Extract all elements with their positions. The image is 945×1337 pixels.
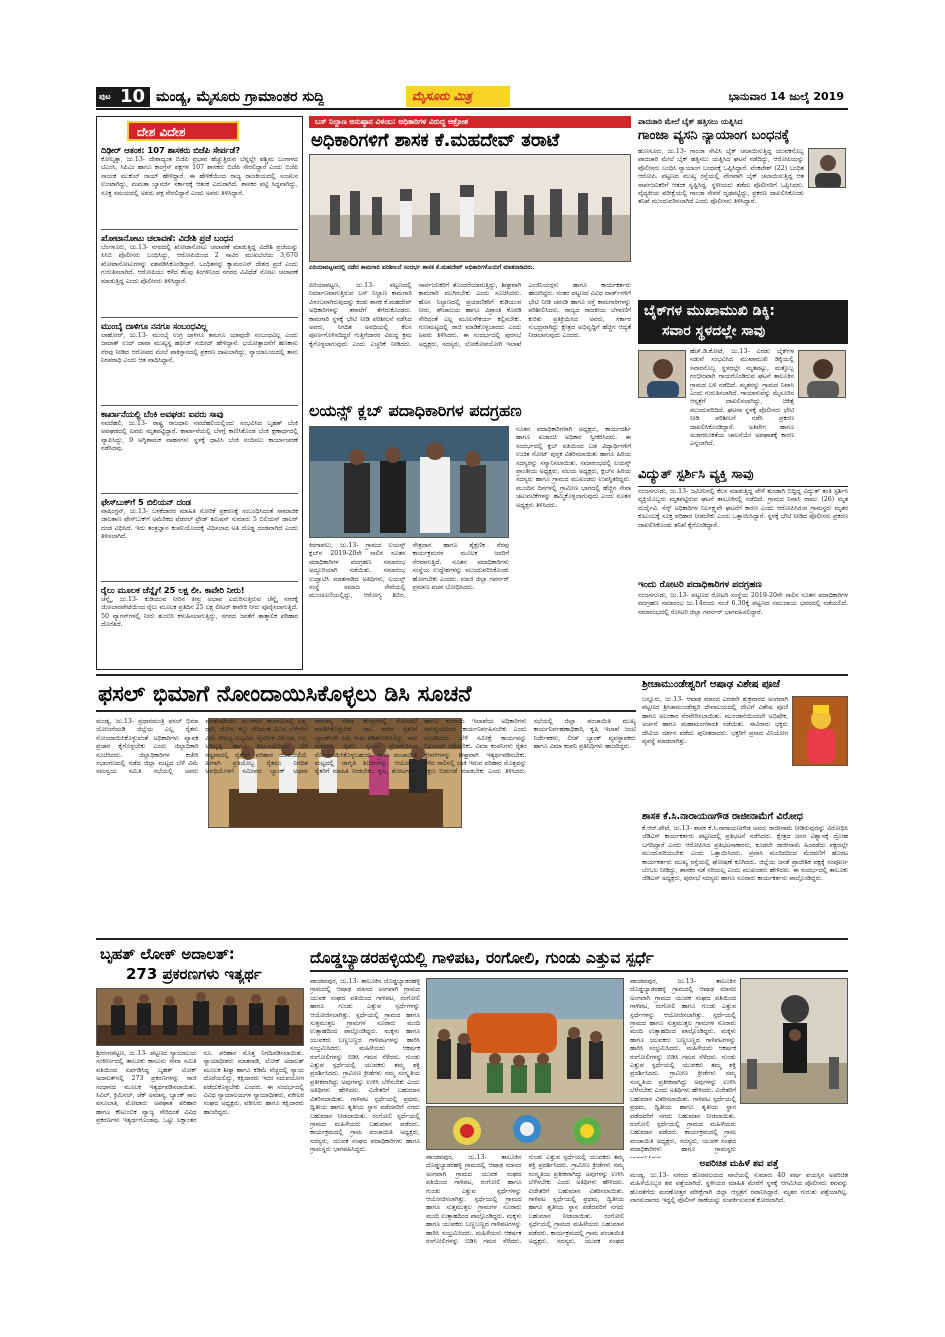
- electric-story: [638, 466, 848, 576]
- desha-videsha-item-headline: ಫೇಸ್‍ಬುಕ್‍ಗೆ 5 ಬಿಲಿಯನ್ ದಂಡ: [101, 497, 191, 507]
- mla-headline: ಅಧಿಕಾರಿಗಳಿಗೆ ಶಾಸಕ ಕೆ.ಮಹದೇವ್ ತರಾಟೆ: [311, 130, 560, 151]
- rotary-headline: ಇಂದು ರೋಟರಿ ಪದಾಧಿಕಾರಿಗಳ ಪದಗ್ರಹಣ: [638, 580, 762, 590]
- ganja-accused-photo: [808, 148, 846, 188]
- person-silhouette-icon: [809, 149, 846, 188]
- kite-story: [310, 944, 848, 1250]
- chamundeshwari-headline: ಶ್ರೀಚಾಮುಂಡೇಶ್ವರಿಗೆ ಆಷಾಢ ವಿಶೇಷ ಪೂಜೆ: [642, 679, 780, 690]
- unknown-body-headline: ಅಪರಿಚಿತ ಮಹಿಳೆ ಶವ ಪತ್ತೆ: [699, 1159, 779, 1169]
- goddess-idol-icon: [793, 697, 848, 766]
- desha-videsha-item-body: ಚೆನ್ನೈ, ಜು.13- ಕುಡಿಯುವ ನೀರಿನ ತೀವ್ರ ಅಭಾವ ಎದುರಿಸುತ್ತಿರುವ ಚೆನ್ನೈ ನಗರಕ್ಕೆ ಜೋಲಾರಪೇಟೆಯಿಂದ ರೈಲು ಮೂಲಕ ಪ್ರತಿದಿನ 25 ಲಕ್ಷ ಲೀಟರ್ ಕಾವೇರಿ ನೀರು ಪೂರೈಸಲಾಗುತ್ತಿದೆ. 50 ವ್ಯಾಗನ್‍ಗಳಲ್ಲಿ ನೀರು ತುಂಬಿಸಿ ಕಳುಹಿಸಲಾಗುತ್ತಿದ್ದು, ನಗರದ ಜನತೆಗೆ ತಾತ್ಕಾಲಿಕ ಪರಿಹಾರ ದೊರೆತಿದೆ.: [101, 596, 298, 629]
- kite-body-right: ಪಾಂಡವಪುರ, ಜು.13- ತಾಲೂಕಿನ ದೊಡ್ಡಬ್ಯಾಡರಹಳ್ಳಿ ಗ್ರಾಮದಲ್ಲಿ ಆಷಾಢ ಮಾಸದ ಅಂಗವಾಗಿ ಗ್ರಾಮದ ಯುವಕ ಸಂಘದ ವತಿಯಿಂದ ಗಾಳಿಪಟ, ರಂಗೋಲಿ ಹಾಗೂ ಗುಂಡು ಎತ್ತುವ ಸ್ಪರ್ಧೆಗಳನ್ನು ಆಯೋಜಿಸಲಾಗಿತ್ತು. ಸ್ಪರ್ಧೆಯಲ್ಲಿ ಗ್ರಾಮದ ಹಾಗೂ ಸುತ್ತಮುತ್ತಲ ಗ್ರಾಮಗಳ ನೂರಾರು ಮಂದಿ ಉತ್ಸಾಹದಿಂದ ಪಾಲ್ಗೊಂಡಿದ್ದರು. ಮಕ್ಕಳು ಹಾಗೂ ಯುವಕರು ಬಣ್ಣಬಣ್ಣದ ಗಾಳಿಪಟಗಳನ್ನು ಹಾರಿಸಿ ಸಂಭ್ರಮಿಸಿದರು. ಮಹಿಳೆಯರು ಆಕರ್ಷಕ ರಂಗೋಲಿಗಳನ್ನು ಬಿಡಿಸಿ ಗಮನ ಸೆಳೆದರು. ಗುಂಡು ಎತ್ತುವ ಸ್ಪರ್ಧೆಯಲ್ಲಿ ಯುವಕರು ತಮ್ಮ ಶಕ್ತಿ ಪ್ರದರ್ಶಿಸಿದರು. ಗ್ರಾಮೀಣ ಕ್ರೀಡೆಗಳು ನಮ್ಮ ಸಂಸ್ಕೃತಿಯ ಪ್ರತೀಕವಾಗಿದ್ದು ಅವುಗಳನ್ನು ಉಳಿಸಿ ಬೆಳೆಸಬೇಕು ಎಂದು ಅತಿಥಿಗಳು ಹೇಳಿದರು. ವಿಜೇತರಿಗೆ ಬಹುಮಾನ ವಿತರಿಸಲಾಯಿತು. ಗಾಳಿಪಟ ಸ್ಪರ್ಧೆಯಲ್ಲಿ ಪ್ರಥಮ, ದ್ವಿತೀಯ ಹಾಗೂ ತೃತೀಯ ಸ್ಥಾನ ಪಡೆದವರಿಗೆ ನಗದು ಬಹುಮಾನ ನೀಡಲಾಯಿತು. ರಂಗೋಲಿ ಸ್ಪರ್ಧೆಯಲ್ಲಿ ಗ್ರಾಮದ ಮಹಿಳೆಯರು ಬಹುಮಾನ ಪಡೆದರು. ಕಾರ್ಯಕ್ರಮದಲ್ಲಿ ಗ್ರಾಮ ಪಂಚಾಯಿತಿ ಅಧ್ಯಕ್ಷರು, ಸದಸ್ಯರು, ಯುವಕ ಸಂಘದ ಪದಾಧಿಕಾರಿಗಳು ಹಾಗೂ ಗ್ರಾಮಸ್ಥರು: [630, 978, 736, 1154]
- desha-videsha-item: [101, 409, 298, 494]
- bike-body: ಹೆಚ್.ಡಿ.ಕೋಟೆ, ಜು.13- ಎರಡು ಬೈಕ್‍ಗಳ ನಡುವೆ ಸಂಭವಿಸಿದ ಮುಖಾಮುಖಿ ಡಿಕ್ಕಿಯಲ್ಲಿ ಸವಾರನೊಬ್ಬ ಸ್ಥಳದಲ್ಲೇ ಮೃತಪಟ್ಟು, ಮತ್ತೊಬ್ಬ ಗಂಭೀರವಾಗಿ ಗಾಯಗೊಂಡಿರುವ ಘಟನೆ ತಾಲೂಕಿನ ಗ್ರಾಮದ ಬಳಿ ನಡೆದಿದೆ. ಮೃತನನ್ನು ಗ್ರಾಮದ ನಿವಾಸಿ ಎಂದು ಗುರುತಿಸಲಾಗಿದೆ. ಗಾಯಾಳುವನ್ನು ಮೈಸೂರಿನ ಆಸ್ಪತ್ರೆಗೆ ದಾಖಲಿಸಲಾಗಿದ್ದು, ಚಿಕಿತ್ಸೆ ಮುಂದುವರಿದಿದೆ. ಘಟನಾ ಸ್ಥಳಕ್ಕೆ ಪೊಲೀಸರು ಭೇಟಿ ನೀಡಿ ಪರಿಶೀಲನೆ ನಡೆಸಿ ಪ್ರಕರಣ ದಾಖಲಿಸಿಕೊಂಡಿದ್ದಾರೆ. ಅತಿವೇಗ ಹಾಗೂ ಅಜಾಗರೂಕತೆಯ ಚಾಲನೆಯೇ ಅಪಘಾತಕ್ಕೆ ಕಾರಣ ಎನ್ನಲಾಗಿದೆ.: [690, 348, 794, 448]
- desha-videsha-item-headline: ರೈಲು ಮೂಲಕ ಚೆನ್ನೈಗೆ 25 ಲಕ್ಷ ಲೀ. ಕಾವೇರಿ ನೀರು!: [101, 585, 245, 595]
- lok-adalat-story: [96, 944, 304, 1250]
- desha-videsha-item-headline: ಮುಂಬೈ ದಾಳಿಗೂ ನನಗೂ ಸಂಬಂಧವಿಲ್ಲ: [101, 321, 208, 331]
- bike-story: [638, 300, 848, 460]
- ganja-kicker: ಪಾದಚಾರಿ ಮೇಲೆ ಬೈಕ್ ಹತ್ತಿಸಲು ಯತ್ನಿಸಿದ: [638, 117, 743, 126]
- lok-adalat-headline-1: ಬೃಹತ್ ಲೋಕ್ ಅದಾಲತ್:: [100, 945, 235, 963]
- desha-videsha-box: [96, 116, 303, 670]
- desha-videsha-item-body: ನವದೆಹಲಿ, ಜು.13- ರಾಷ್ಟ್ರ ರಾಜಧಾನಿ ನವದೆಹಲಿಯಲ್ಲಿಂದು ಸಂಭವಿಸಿದ ಬೃಹತ್ ಬೆಂಕಿ ಅವಘಡದಲ್ಲಿ ಐವರು ಮೃತಪಟ್ಟಿದ್ದಾರೆ. ಕಾರ್ಖಾನೆಯಲ್ಲಿ ಬೆಳಗ್ಗೆ ಕಾಣಿಸಿಕೊಂಡ ಬೆಂಕಿ ಕ್ಷಣಾರ್ಧದಲ್ಲಿ ವ್ಯಾಪಿಸಿದ್ದು, 9 ಅಗ್ನಿಶಾಮಕ ವಾಹನಗಳು ಸ್ಥಳಕ್ಕೆ ಧಾವಿಸಿ ಬೆಂಕಿ ನಂದಿಸಲು ಕಾರ್ಯಾಚರಣೆ ನಡೆಸಿದವು.: [101, 420, 298, 453]
- rotary-body: ನಂಜನಗೂಡು, ಜು.13- ಪಟ್ಟಣದ ರೋಟರಿ ಸಂಸ್ಥೆಯ 2019-20ನೇ ಸಾಲಿನ ನೂತನ ಪದಾಧಿಕಾರಿಗಳ ಪದಗ್ರಹಣ ಸಮಾರಂಭ ಜು.14ರಂದು ಸಂಜೆ 6.30ಕ್ಕೆ ಪಟ್ಟಣದ ಸಮುದಾಯ ಭವನದಲ್ಲಿ ನಡೆಯಲಿದೆ. ಸಮಾರಂಭದಲ್ಲಿ ರೋಟರಿ ಜಿಲ್ಲಾ ಗವರ್ನರ್ ಭಾಗವಹಿಸಲಿದ್ದಾರೆ.: [638, 592, 848, 616]
- kite-stone-lift-photo: [740, 978, 848, 1104]
- page-number: 10: [120, 87, 146, 107]
- desha-videsha-item-headline: ಕಾರ್ಖಾನೆಯಲ್ಲಿ ಬೆಂಕಿ ಅವಘಡ: ಐವರು ಸಾವು: [101, 409, 224, 419]
- mla-photo: [309, 154, 631, 262]
- lok-adalat-photo: [96, 988, 304, 1046]
- kite-group-photo: [426, 978, 624, 1104]
- desha-videsha-item: [101, 233, 298, 318]
- electric-body: ನಂಜನಗೂಡು, ಜು.13- ಜಮೀನಿನಲ್ಲಿ ಕೆಲಸ ಮಾಡುತ್ತಿದ್ದ ವೇಳೆ ತುಂಡಾಗಿ ಬಿದ್ದಿದ್ದ ವಿದ್ಯುತ್ ತಂತಿ ಸ್ಪರ್ಶಿಸಿ ವ್ಯಕ್ತಿಯೊಬ್ಬರು ಮೃತಪಟ್ಟಿರುವ ಘಟನೆ ತಾಲೂಕಿನಲ್ಲಿ ನಡೆದಿದೆ. ಗ್ರಾಮದ ನಿವಾಸಿ ರಾಮು (26) ಮೃತ ದುರ್ದೈವಿ. ಸೆಸ್ಕ್ ಅಧಿಕಾರಿಗಳ ನಿರ್ಲಕ್ಷ್ಯವೇ ಘಟನೆಗೆ ಕಾರಣ ಎಂದು ಆರೋಪಿಸಿರುವ ಗ್ರಾಮಸ್ಥರು ಮೃತರ ಕುಟುಂಬಕ್ಕೆ ಸೂಕ್ತ ಪರಿಹಾರ ನೀಡಬೇಕು ಎಂದು ಒತ್ತಾಯಿಸಿದ್ದಾರೆ. ಸ್ಥಳಕ್ಕೆ ಭೇಟಿ ನೀಡಿದ ಪೊಲೀಸರು ಪ್ರಕರಣ ದಾಖಲಿಸಿಕೊಂಡು ತನಿಖೆ ಕೈಗೊಂಡಿದ್ದಾರೆ.: [638, 488, 848, 529]
- goddess-photo: [792, 696, 848, 766]
- masthead: [96, 84, 848, 110]
- desha-videsha-item-body: ಬೆಂಗಳೂರು, ಜು.13- ನಗರದಲ್ಲಿ ಖೋಟಾನೋಟು ಚಲಾವಣೆ ಮಾಡುತ್ತಿದ್ದ ವಿದೇಶಿ ಪ್ರಜೆಯನ್ನು ಸಿಸಿಬಿ ಪೊಲೀಸರು ಬಂಧಿಸಿದ್ದು, ಆರೋಪಿಯಿಂದ 2 ಸಾವಿರ ಮುಖಬೆಲೆಯ 3,670 ಖೋಟಾನೋಟುಗಳನ್ನು ವಶಪಡಿಸಿಕೊಂಡಿದ್ದಾರೆ. ಬಂಧಿತನನ್ನು ಕ್ಯಾಮರೂನ್ ದೇಶದ ಪ್ರಜೆ ಎಂದು ಗುರುತಿಸಲಾಗಿದೆ. ಆರೋಪಿಯು ಕಳೆದ ಕೆಲವು ತಿಂಗಳಿನಿಂದ ನಗರದ ವಿವಿಧೆಡೆ ನೋಟು ಚಲಾವಣೆ ಮಾಡುತ್ತಿದ್ದ ಎಂದು ಪೊಲೀಸರು ತಿಳಿಸಿದ್ದಾರೆ.: [101, 244, 298, 285]
- narayanagowda-body: ಕೆ.ಆರ್.ಪೇಟೆ, ಜು.13- ಶಾಸಕ ಕೆ.ಸಿ.ನಾರಾಯಣಗೌಡ ಅವರು ರಾಜೀನಾಮೆ ನೀಡಿರುವುದನ್ನು ವಿರೋಧಿಸಿ ಜೆಡಿಎಸ್ ಕಾರ್ಯಕರ್ತರು ಪಟ್ಟಣದಲ್ಲಿ ಪ್ರತಿಭಟನೆ ನಡೆಸಿದರು. ಕ್ಷೇತ್ರದ ಜನರ ವಿಶ್ವಾಸಕ್ಕೆ ದ್ರೋಹ ಬಗೆದಿದ್ದಾರೆ ಎಂದು ಆರೋಪಿಸಿದ ಪ್ರತಿಭಟನಾಕಾರರು, ಕೂಡಲೇ ರಾಜೀನಾಮೆ ಹಿಂಪಡೆದು ಪಕ್ಷದಲ್ಲೇ ಮುಂದುವರಿಯಬೇಕು ಎಂದು ಒತ್ತಾಯಿಸಿದರು. ಪ್ರವಾಸಿ ಮಂದಿರದಿಂದ ಮೆರವಣಿಗೆ ಹೊರಟ ಕಾರ್ಯಕರ್ತರು ಮುಖ್ಯ ರಸ್ತೆಯಲ್ಲಿ ಘೋಷಣೆ ಕೂಗಿದರು. ಜಿಲ್ಲೆಯ ಜನತೆ ಪ್ರಾದೇಶಿಕ ಪಕ್ಷಕ್ಕೆ ಸಂಪೂರ್ಣ ಬೆಂಬಲ ನೀಡಿದ್ದು, ಶಾಸಕರ ನಡೆ ಸರಿಯಲ್ಲ ಎಂದು ಮುಖಂಡರು ಹೇಳಿದರು. ಈ ಸಂದರ್ಭದಲ್ಲಿ ತಾಲೂಕು ಜೆಡಿಎಸ್ ಅಧ್ಯಕ್ಷರು, ಪುರಸಭೆ ಸದಸ್ಯರು ಹಾಗೂ ನೂರಾರು ಕಾರ್ಯಕರ್ತರು ಪಾಲ್ಗೊಂಡಿದ್ದರು.: [642, 825, 848, 883]
- kite-body-mid: ಪಾಂಡವಪುರ, ಜು.13- ತಾಲೂಕಿನ ದೊಡ್ಡಬ್ಯಾಡರಹಳ್ಳಿ ಗ್ರಾಮದಲ್ಲಿ ಆಷಾಢ ಮಾಸದ ಅಂಗವಾಗಿ ಗ್ರಾಮದ ಯುವಕ ಸಂಘದ ವತಿಯಿಂದ ಗಾಳಿಪಟ, ರಂಗೋಲಿ ಹಾಗೂ ಗುಂಡು ಎತ್ತುವ ಸ್ಪರ್ಧೆಗಳನ್ನು ಆಯೋಜಿಸಲಾಗಿತ್ತು. ಸ್ಪರ್ಧೆಯಲ್ಲಿ ಗ್ರಾಮದ ಹಾಗೂ ಸುತ್ತಮುತ್ತಲ ಗ್ರಾಮಗಳ ನೂರಾರು ಮಂದಿ ಉತ್ಸಾಹದಿಂದ ಪಾಲ್ಗೊಂಡಿದ್ದರು. ಮಕ್ಕಳು ಹಾಗೂ ಯುವಕರು ಬಣ್ಣಬಣ್ಣದ ಗಾಳಿಪಟಗಳನ್ನು ಹಾರಿಸಿ ಸಂಭ್ರಮಿಸಿದರು. ಮಹಿಳೆಯರು ಆಕರ್ಷಕ ರಂಗೋಲಿಗಳನ್ನು ಬಿಡಿಸಿ ಗಮನ ಸೆಳೆದರು. ಗುಂಡು ಎತ್ತುವ ಸ್ಪರ್ಧೆಯಲ್ಲಿ ಯುವಕರು ತಮ್ಮ ಶಕ್ತಿ ಪ್ರದರ್ಶಿಸಿದರು. ಗ್ರಾಮೀಣ ಕ್ರೀಡೆಗಳು ನಮ್ಮ ಸಂಸ್ಕೃತಿಯ ಪ್ರತೀಕವಾಗಿದ್ದು ಅವುಗಳನ್ನು ಉಳಿಸಿ ಬೆಳೆಸಬೇಕು ಎಂದು ಅತಿಥಿಗಳು ಹೇಳಿದರು. ವಿಜೇತರಿಗೆ ಬಹುಮಾನ ವಿತರಿಸಲಾಯಿತು. ಗಾಳಿಪಟ ಸ್ಪರ್ಧೆಯಲ್ಲಿ ಪ್ರಥಮ, ದ್ವಿತೀಯ ಹಾಗೂ ತೃತೀಯ ಸ್ಥಾನ ಪಡೆದವರಿಗೆ ನಗದು ಬಹುಮಾನ ನೀಡಲಾಯಿತು. ರಂಗೋಲಿ ಸ್ಪರ್ಧೆಯಲ್ಲಿ ಗ್ರಾಮದ ಮಹಿಳೆಯರು ಬಹುಮಾನ ಪಡೆದರು. ಕಾರ್ಯಕ್ರಮದಲ್ಲಿ ಗ್ರಾಮ ಪಂಚಾಯಿತಿ ಅಧ್ಯಕ್ಷರು, ಸದಸ್ಯರು, ಯುವಕ ಸಂಘದ: [426, 1154, 624, 1246]
- ganja-story: [638, 116, 848, 294]
- ganja-headline: ಗಾಂಜಾ ವ್ಯಸನಿ ನ್ಯಾಯಾಂಗ ಬಂಧನಕ್ಕೆ: [638, 128, 790, 143]
- lions-photo-art: [310, 427, 509, 538]
- lions-body-right: ನೂತನ ಪದಾಧಿಕಾರಿಗಳಾಗಿ ಅಧ್ಯಕ್ಷರು, ಕಾರ್ಯದರ್ಶಿ ಹಾಗೂ ಖಜಾಂಚಿ ಅಧಿಕಾರ ಸ್ವೀಕರಿಸಿದರು. ಈ ಸಂದರ್ಭದಲ್ಲಿ ಕ್ಲಬ್ ವತಿಯಿಂದ ಬಡ ವಿದ್ಯಾರ್ಥಿಗಳಿಗೆ ಉಚಿತ ನೋಟ್ ಪುಸ್ತಕ ವಿತರಿಸಲಾಯಿತು ಹಾಗೂ ಹಿರಿಯ ಸದಸ್ಯರನ್ನು ಸನ್ಮಾನಿಸಲಾಯಿತು. ಸಮಾರಂಭದಲ್ಲಿ ಲಯನ್ಸ್ ಪ್ರಾಂತೀಯ ಅಧ್ಯಕ್ಷರು, ವಲಯ ಅಧ್ಯಕ್ಷರು, ಕ್ಲಬ್‍ನ ಹಿರಿಯ ಸದಸ್ಯರು ಹಾಗೂ ಗ್ರಾಮದ ಮುಖಂಡರು ಉಪಸ್ಥಿತರಿದ್ದರು. ಮುಂದಿನ ದಿನಗಳಲ್ಲಿ ಗ್ರಾಮೀಣ ಭಾಗದಲ್ಲಿ ಹೆಚ್ಚಿನ ಸೇವಾ ಚಟುವಟಿಕೆಗಳನ್ನು ಹಮ್ಮಿಕೊಳ್ಳಲಾಗುವುದು ಎಂದು ನೂತನ ಅಧ್ಯಕ್ಷರು ತಿಳಿಸಿದರು.: [516, 426, 631, 509]
- desha-videsha-item: [101, 497, 298, 582]
- fasal-body: ಮಂಡ್ಯ, ಜು.13- ಪ್ರಧಾನಮಂತ್ರಿ ಫಸಲ್ ಭಿಮಾ ಯೋಜನೆಯಡಿ ಜಿಲ್ಲೆಯ ಎಲ್ಲ ರೈತರು ನೋಂದಾಯಿಸಿಕೊಳ್ಳುವಂತೆ ಅಧಿಕಾರಿಗಳು ವ್ಯಾಪಕ ಪ್ರಚಾರ ಕೈಗೊಳ್ಳಬೇಕು ಎಂದು ಜಿಲ್ಲಾಧಿಕಾರಿ ಸೂಚಿಸಿದರು. ಜಿಲ್ಲಾಧಿಕಾರಿಗಳ ಕಚೇರಿ ಸಭಾಂಗಣದಲ್ಲಿ ನಡೆದ ಜಿಲ್ಲಾ ಮಟ್ಟದ ಬೆಳೆ ವಿಮೆ ಸಮನ್ವಯ ಸಮಿತಿ ಸಭೆಯಲ್ಲಿ ಅವರು ಮಾತನಾಡಿದರು. ಮುಂಗಾರು ಹಂಗಾಮಿನಲ್ಲಿ ಭತ್ತ, ರಾಗಿ, ಜೋಳ, ಕಬ್ಬು ಸೇರಿದಂತೆ ವಿವಿಧ ಬೆಳೆಗಳಿಗೆ ವಿಮೆ ಸೌಲಭ್ಯ ಲಭ್ಯವಿದೆ. ನೈಸರ್ಗಿಕ ವಿಕೋಪ, ಬರ, ಅತಿವೃಷ್ಟಿ ಹಾಗೂ ಕೀಟಬಾಧೆಯಿಂದ ಬೆಳೆ ನಷ್ಟವಾದಲ್ಲಿ ರೈತರಿಗೆ ಪರಿಹಾರ ದೊರೆಯಲಿದೆ. ಹೀಗಾಗಿ ಪ್ರತಿಯೊಬ್ಬ ರೈತರೂ ನಿಗದಿತ ಅವಧಿಯೊಳಗೆ ಸಮೀಪದ ಬ್ಯಾಂಕ್ ಅಥವಾ ಸಾಮಾನ್ಯ ಸೇವಾ ಕೇಂದ್ರಗಳಲ್ಲಿ ನೋಂದಣಿ ಮಾಡಿಸಿಕೊಳ್ಳಬೇಕು. ಸಾಲ ಪಡೆದ ರೈತರಿಗೆ ಬ್ಯಾಂಕ್‍ಗಳೇ ವಿಮೆ ಕಂತು ಕಡಿತಗೊಳಿಸಲಿದ್ದು, ಸಾಲ ಪಡೆಯದ ರೈತರು ಸ್ವಯಂ ಪ್ರೇರಣೆಯಿಂದ ನೋಂದಾಯಿಸಿಕೊಳ್ಳಬಹುದು. ಗ್ರಾಮ ಪಂಚಾಯಿತಿ ಮಟ್ಟದಲ್ಲಿ ಜಾಗೃತಿ ಶಿಬಿರಗಳನ್ನು ಆಯೋಜಿಸಿ ರೈತರಿಗೆ ಮಾಹಿತಿ ನೀಡಬೇಕು. ಕೃಷಿ, ತೋಟಗಾರಿಕೆ ಹಾಗೂ ಕಂದಾಯ ಇಲಾಖೆಯ ಅಧಿಕಾರಿಗಳು ಸಮನ್ವಯದಿಂದ ಕಾರ್ಯನಿರ್ವಹಿಸಬೇಕು ಎಂದು ಸೂಚಿಸಿದರು. ಬೆಳೆ ಸಮೀಕ್ಷೆ ಕಾರ್ಯವನ್ನು ನಿಖರವಾಗಿ ನಡೆಸಬೇಕು. ವಿಮಾ ಕಂಪನಿಗಳು ರೈತರ ಕ್ಲೇಮ್‍ಗಳನ್ನು ಶೀಘ್ರವಾಗಿ ಇತ್ಯರ್ಥಪಡಿಸಬೇಕು. ಕಳೆದ ಸಾಲಿನಲ್ಲಿ ಬಾಕಿ ಇರುವ ಪರಿಹಾರ ಮೊತ್ತವನ್ನು ತಕ್ಷಣ ಬಿಡುಗಡೆ ಮಾಡಬೇಕು ಎಂದು ತಿಳಿಸಿದರು. ಸಭೆಯಲ್ಲಿ ಜಿಲ್ಲಾ ಪಂಚಾಯಿತಿ ಮುಖ್ಯ ಕಾರ್ಯನಿರ್ವಹಣಾಧಿಕಾರಿ, ಕೃಷಿ ಇಲಾಖೆ ಜಂಟಿ ನಿರ್ದೇಶಕರು, ಲೀಡ್ ಬ್ಯಾಂಕ್ ವ್ಯವಸ್ಥಾಪಕರು ಹಾಗೂ ವಿಮಾ ಕಂಪನಿ ಪ್ರತಿನಿಧಿಗಳು ಹಾಜರಿದ್ದರು.: [96, 718, 636, 776]
- electric-headline: ವಿದ್ಯುತ್ ಸ್ಪರ್ಶಿಸಿ ವ್ಯಕ್ತಿ ಸಾವು: [638, 466, 848, 487]
- chamundeshwari-body: ಬನ್ನೂರು, ಜು.13- ಆಷಾಢ ಮಾಸದ ಎರಡನೇ ಶುಕ್ರವಾರದ ಅಂಗವಾಗಿ ಪಟ್ಟಣದ ಶ್ರೀಚಾಮುಂಡೇಶ್ವರಿ ದೇವಾಲಯದಲ್ಲಿ ದೇವಿಗೆ ವಿಶೇಷ ಪೂಜೆ ಹಾಗೂ ಅಲಂಕಾರ ನೆರವೇರಿಸಲಾಯಿತು. ಮುಂಜಾನೆಯಿಂದಲೇ ಅಭಿಷೇಕ, ಅರ್ಚನೆ ಹಾಗೂ ಮಹಾಮಂಗಳಾರತಿ ನಡೆಯಿತು. ಸಾವಿರಾರು ಭಕ್ತರು ದೇವಿಯ ದರ್ಶನ ಪಡೆದು ಪುನೀತರಾದರು. ಭಕ್ತರಿಗೆ ಪ್ರಸಾದ ವಿನಿಯೋಗ ವ್ಯವಸ್ಥೆ ಮಾಡಲಾಗಿತ್ತು.: [642, 696, 788, 746]
- rangoli-photo-art: [427, 1107, 624, 1150]
- mla-story: [309, 116, 631, 392]
- rotary-story: [638, 580, 848, 670]
- bike-victim-photo-1: [638, 350, 686, 398]
- fasal-headline: ಫಸಲ್ ಭಿಮಾಗೆ ನೋಂದಾಯಿಸಿಕೊಳ್ಳಲು ಡಿಸಿ ಸೂಚನೆ: [98, 682, 472, 707]
- mla-kicker: ಬಸ್ ನಿಲ್ದಾಣ ಅನುಷ್ಠಾನ ವಿಳಂಬ: ಅಧಿಕಾರಿಗಳ ವಿರುದ್ಧ ಆಕ್ರೋಶ: [315, 117, 469, 126]
- kite-photo-art: [427, 979, 624, 1104]
- mla-kicker-bar: [309, 116, 631, 128]
- desha-videsha-list: [101, 145, 298, 667]
- desha-videsha-item: [101, 321, 298, 406]
- mla-photo-art: [310, 155, 631, 262]
- desha-videsha-label: ದೇಶ ವಿದೇಶ: [137, 125, 186, 139]
- issue-date: ಭಾನುವಾರ 14 ಜುಲೈ 2019: [728, 90, 844, 103]
- lok-adalat-body: ಶ್ರೀರಂಗಪಟ್ಟಣ, ಜು.13- ಪಟ್ಟಣದ ನ್ಯಾಯಾಲಯ ಸಂಕೀರ್ಣದಲ್ಲಿ ತಾಲೂಕು ಕಾನೂನು ಸೇವಾ ಸಮಿತಿ ವತಿಯಿಂದ ಏರ್ಪಡಿಸಿದ್ದ ಬೃಹತ್ ಲೋಕ್ ಅದಾಲತ್‍ನಲ್ಲಿ 273 ಪ್ರಕರಣಗಳನ್ನು ರಾಜಿ ಸಂಧಾನದ ಮೂಲಕ ಇತ್ಯರ್ಥಪಡಿಸಲಾಯಿತು. ಸಿವಿಲ್, ಕ್ರಿಮಿನಲ್, ಚೆಕ್ ಅಮಾನ್ಯ, ಬ್ಯಾಂಕ್ ಸಾಲ ವಸೂಲಾತಿ, ಮೋಟಾರು ಅಪಘಾತ ಪರಿಹಾರ ಹಾಗೂ ಕೌಟುಂಬಿಕ ವ್ಯಾಜ್ಯ ಸೇರಿದಂತೆ ವಿವಿಧ ಪ್ರಕರಣಗಳು ಇತ್ಯರ್ಥಗೊಂಡವು. ಒಟ್ಟು ಲಕ್ಷಾಂತರ ರೂ. ಪರಿಹಾರ ಮೊತ್ತ ನಿಗದಿಪಡಿಸಲಾಯಿತು. ನ್ಯಾಯಾಧೀಶರು ಮಾತನಾಡಿ, ಲೋಕ್ ಅದಾಲತ್ ಮೂಲಕ ಶೀಘ್ರ ಹಾಗೂ ಕಡಿಮೆ ವೆಚ್ಚದಲ್ಲಿ ನ್ಯಾಯ ದೊರೆಯಲಿದ್ದು, ಕಕ್ಷಿದಾರರು ಇದರ ಸದುಪಯೋಗ ಪಡೆದುಕೊಳ್ಳಬೇಕು ಎಂದರು. ಈ ಸಂದರ್ಭದಲ್ಲಿ ವಿವಿಧ ನ್ಯಾಯಾಲಯಗಳ ನ್ಯಾಯಾಧೀಶರು, ವಕೀಲರ ಸಂಘದ ಅಧ್ಯಕ್ಷರು, ವಕೀಲರು ಹಾಗೂ ಕಕ್ಷಿದಾರರು ಹಾಜರಿದ್ದರು.: [96, 1050, 304, 1125]
- chamundeshwari-story: [642, 678, 848, 806]
- fasal-headline-bar: [96, 678, 636, 712]
- narayanagowda-story: [642, 810, 848, 934]
- newspaper-page: [96, 84, 848, 1250]
- lions-body-left: ಕಿರಗಾವಲು, ಜು.13- ಗ್ರಾಮದ ಲಯನ್ಸ್ ಕ್ಲಬ್‍ನ 2019-20ನೇ ಸಾಲಿನ ನೂತನ ಪದಾಧಿಕಾರಿಗಳ ಪದಗ್ರಹಣ ಸಮಾರಂಭ ಅದ್ಧೂರಿಯಾಗಿ ನಡೆಯಿತು. ಸಮಾರಂಭ ಉದ್ಘಾಟಿಸಿ ಮಾತನಾಡಿದ ಅತಿಥಿಗಳು, ಲಯನ್ಸ್ ಸಂಸ್ಥೆ ಸಮಾಜ ಸೇವೆಯಲ್ಲಿ ಮುಂಚೂಣಿಯಲ್ಲಿದ್ದು, ಆರೋಗ್ಯ ಶಿಬಿರ, ನೇತ್ರದಾನ ಹಾಗೂ ಶೈಕ್ಷಣಿಕ ನೆರವು ಕಾರ್ಯಕ್ರಮಗಳ ಮೂಲಕ ಜನರಿಗೆ ನೆರವಾಗುತ್ತಿದೆ. ನೂತನ ಪದಾಧಿಕಾರಿಗಳು ಸಂಸ್ಥೆಯ ಉದ್ದೇಶಗಳನ್ನು ಮುಂದುವರಿಸಿಕೊಂಡು ಹೋಗಬೇಕು ಎಂದರು. ಮಾಜಿ ಜಿಲ್ಲಾ ಗವರ್ನರ್ ಪ್ರಮಾಣ ವಚನ ಬೋಧಿಸಿದರು.: [309, 542, 509, 600]
- kite-rangoli-photo: [426, 1106, 624, 1150]
- kite-headline: ದೊಡ್ಡಬ್ಯಾಡರಹಳ್ಳಿಯಲ್ಲಿ ಗಾಳಿಪಟ, ರಂಗೋಲಿ, ಗುಂಡು ಎತ್ತುವ ಸ್ಪರ್ಧೆ: [310, 949, 654, 967]
- lions-photo: [309, 426, 509, 538]
- lok-adalat-headline-2: 273 ಪ್ರಕರಣಗಳು ಇತ್ಯರ್ಥ: [126, 965, 262, 983]
- stone-lift-photo-art: [741, 979, 848, 1104]
- kite-body-left: ಪಾಂಡವಪುರ, ಜು.13- ತಾಲೂಕಿನ ದೊಡ್ಡಬ್ಯಾಡರಹಳ್ಳಿ ಗ್ರಾಮದಲ್ಲಿ ಆಷಾಢ ಮಾಸದ ಅಂಗವಾಗಿ ಗ್ರಾಮದ ಯುವಕ ಸಂಘದ ವತಿಯಿಂದ ಗಾಳಿಪಟ, ರಂಗೋಲಿ ಹಾಗೂ ಗುಂಡು ಎತ್ತುವ ಸ್ಪರ್ಧೆಗಳನ್ನು ಆಯೋಜಿಸಲಾಗಿತ್ತು. ಸ್ಪರ್ಧೆಯಲ್ಲಿ ಗ್ರಾಮದ ಹಾಗೂ ಸುತ್ತಮುತ್ತಲ ಗ್ರಾಮಗಳ ನೂರಾರು ಮಂದಿ ಉತ್ಸಾಹದಿಂದ ಪಾಲ್ಗೊಂಡಿದ್ದರು. ಮಕ್ಕಳು ಹಾಗೂ ಯುವಕರು ಬಣ್ಣಬಣ್ಣದ ಗಾಳಿಪಟಗಳನ್ನು ಹಾರಿಸಿ ಸಂಭ್ರಮಿಸಿದರು. ಮಹಿಳೆಯರು ಆಕರ್ಷಕ ರಂಗೋಲಿಗಳನ್ನು ಬಿಡಿಸಿ ಗಮನ ಸೆಳೆದರು. ಗುಂಡು ಎತ್ತುವ ಸ್ಪರ್ಧೆಯಲ್ಲಿ ಯುವಕರು ತಮ್ಮ ಶಕ್ತಿ ಪ್ರದರ್ಶಿಸಿದರು. ಗ್ರಾಮೀಣ ಕ್ರೀಡೆಗಳು ನಮ್ಮ ಸಂಸ್ಕೃತಿಯ ಪ್ರತೀಕವಾಗಿದ್ದು ಅವುಗಳನ್ನು ಉಳಿಸಿ ಬೆಳೆಸಬೇಕು ಎಂದು ಅತಿಥಿಗಳು ಹೇಳಿದರು. ವಿಜೇತರಿಗೆ ಬಹುಮಾನ ವಿತರಿಸಲಾಯಿತು. ಗಾಳಿಪಟ ಸ್ಪರ್ಧೆಯಲ್ಲಿ ಪ್ರಥಮ, ದ್ವಿತೀಯ ಹಾಗೂ ತೃತೀಯ ಸ್ಥಾನ ಪಡೆದವರಿಗೆ ನಗದು ಬಹುಮಾನ ನೀಡಲಾಯಿತು. ರಂಗೋಲಿ ಸ್ಪರ್ಧೆಯಲ್ಲಿ ಗ್ರಾಮದ ಮಹಿಳೆಯರು ಬಹುಮಾನ ಪಡೆದರು. ಕಾರ್ಯಕ್ರಮದಲ್ಲಿ ಗ್ರಾಮ ಪಂಚಾಯಿತಿ ಅಧ್ಯಕ್ಷರು, ಸದಸ್ಯರು, ಯುವಕ ಸಂಘದ ಪದಾಧಿಕಾರಿಗಳು ಹಾಗೂ ಗ್ರಾಮಸ್ಥರು ಭಾಗವಹಿಸಿದ್ದರು.: [310, 978, 420, 1154]
- desha-videsha-item-body: ಕೋಲ್ಕತ್ತಾ, ಜು.13- ದೇಶಾದ್ಯಂತ ಬಿಜೆಪಿ ಪ್ರಭಾವ ಹೆಚ್ಚುತ್ತಿರುವ ಬೆನ್ನಲ್ಲೇ ಪಶ್ಚಿಮ ಬಂಗಾಳದ ಟಿಎಂಸಿ, ಸಿಪಿಎಂ ಹಾಗೂ ಕಾಂಗ್ರೆಸ್ ಪಕ್ಷಗಳ 107 ಶಾಸಕರು ಬಿಜೆಪಿ ಸೇರಲಿದ್ದಾರೆ ಎಂದು ಬಿಜೆಪಿ ನಾಯಕ ಮುಕುಲ್ ರಾಯ್ ಹೇಳಿದ್ದಾರೆ. ಈ ಹೇಳಿಕೆಯಿಂದ ರಾಜ್ಯ ರಾಜಕೀಯದಲ್ಲಿ ಸಂಚಲನ ಉಂಟಾಗಿದ್ದು, ಮಮತಾ ಬ್ಯಾನರ್ಜಿ ಸರ್ಕಾರಕ್ಕೆ ಆತಂಕ ಎದುರಾಗಿದೆ. ಶಾಸಕರ ಪಟ್ಟಿ ಸಿದ್ಧವಾಗಿದ್ದು, ಸೂಕ್ತ ಸಮಯದಲ್ಲಿ ಅವರು ಪಕ್ಷ ಸೇರಲಿದ್ದಾರೆ ಎಂದು ಅವರು ತಿಳಿಸಿದ್ದಾರೆ.: [101, 156, 298, 197]
- ganja-kicker-bar: [638, 116, 848, 128]
- page-tag: ಪುಟ: [99, 92, 111, 101]
- desha-videsha-item-body: ಲಾಹೋರ್, ಜು.13- ಮುಂಬೈ ಉಗ್ರ ದಾಳಿಗೂ ತಮಗೂ ಯಾವುದೇ ಸಂಬಂಧವಿಲ್ಲ ಎಂದು ಜಮಾತ್ ಉದ್ ದಾವಾ ಮುಖ್ಯಸ್ಥ ಹಫೀಜ್ ಸಯೀದ್ ಹೇಳಿದ್ದಾನೆ. ಭಯೋತ್ಪಾದನೆಗೆ ಹಣಕಾಸು ನೆರವು ನೀಡಿದ ಆರೋಪದ ಮೇಲೆ ಪಾಕಿಸ್ತಾನದಲ್ಲಿ ಪ್ರಕರಣ ದಾಖಲಾಗಿದ್ದು, ನ್ಯಾಯಾಲಯದಲ್ಲಿ ತಾನು ನಿರಪರಾಧಿ ಎಂದು ಆತ ವಾದಿಸಿದ್ದಾನೆ.: [101, 332, 298, 365]
- lions-headline: ಲಯನ್ಸ್ ಕ್ಲಬ್ ಪದಾಧಿಕಾರಿಗಳ ಪದಗ್ರಹಣ: [309, 401, 522, 420]
- mla-photo-caption: ಪಿರಿಯಾಪಟ್ಟಣದಲ್ಲಿ ನಡೆದ ಕಾಮಗಾರಿ ಪರಿಶೀಲನೆ ಸಂದರ್ಭ ಶಾಸಕ ಕೆ.ಮಹದೇವ್ ಅಧಿಕಾರಿಗಳೊಂದಿಗೆ ಮಾತನಾಡಿದರು.: [309, 264, 535, 271]
- bike-headline-2: ಸವಾರ ಸ್ಥಳದಲ್ಲೇ ಸಾವು: [662, 323, 766, 339]
- ganja-body: ಹುಣಸೂರು, ಜು.13- ಗಾಂಜಾ ಸೇವಿಸಿ ಬೈಕ್ ಚಲಾಯಿಸುತ್ತಿದ್ದ ಯುವಕನೊಬ್ಬ ಪಾದಚಾರಿ ಮೇಲೆ ಬೈಕ್ ಹತ್ತಿಸಲು ಯತ್ನಿಸಿದ ಘಟನೆ ನಡೆದಿದ್ದು, ಆರೋಪಿಯನ್ನು ಪೊಲೀಸರು ಬಂಧಿಸಿ ನ್ಯಾಯಾಂಗ ಬಂಧನಕ್ಕೆ ಒಪ್ಪಿಸಿದ್ದಾರೆ. ವೆಂಕಟೇಶ್ (22) ಬಂಧಿತ ಆರೋಪಿ. ಪಟ್ಟಣದ ಮುಖ್ಯ ರಸ್ತೆಯಲ್ಲಿ ವೇಗವಾಗಿ ಬೈಕ್ ಚಲಾಯಿಸುತ್ತಿದ್ದ ಆತ ಸಾರ್ವಜನಿಕರಿಗೆ ಆತಂಕ ಸೃಷ್ಟಿಸಿದ್ದ. ಸ್ಥಳೀಯರು ತಡೆದು ಪೊಲೀಸರಿಗೆ ಒಪ್ಪಿಸಿದರು. ವೈದ್ಯಕೀಯ ಪರೀಕ್ಷೆಯಲ್ಲಿ ಗಾಂಜಾ ಸೇವನೆ ದೃಢಪಟ್ಟಿದ್ದು, ಪ್ರಕರಣ ದಾಖಲಿಸಿಕೊಂಡು ತನಿಖೆ ಮುಂದುವರಿಸಲಾಗಿದೆ ಎಂದು ಪೊಲೀಸರು ತಿಳಿಸಿದ್ದಾರೆ.: [638, 148, 804, 206]
- paper-name-logo: [406, 86, 510, 107]
- desha-videsha-badge: [127, 121, 239, 141]
- section-title: ಮಂಡ್ಯ, ಮೈಸೂರು ಗ್ರಾಮಾಂತರ ಸುದ್ದಿ: [156, 89, 325, 105]
- desha-videsha-item-body: ವಾಷಿಂಗ್ಟನ್, ಜು.13- ಬಳಕೆದಾರರ ಮಾಹಿತಿ ಸೋರಿಕೆ ಪ್ರಕರಣಕ್ಕೆ ಸಂಬಂಧಿಸಿದಂತೆ ಸಾಮಾಜಿಕ ಜಾಲತಾಣ ಫೇಸ್‍ಬುಕ್‍ಗೆ ಅಮೆರಿಕದ ಫೆಡರಲ್ ಟ್ರೇಡ್ ಕಮಿಷನ್ ಸುಮಾರು 5 ಬಿಲಿಯನ್ ಡಾಲರ್ ದಂಡ ವಿಧಿಸಿದೆ. ಇದು ತಂತ್ರಜ್ಞಾನ ಕಂಪನಿಯೊಂದಕ್ಕೆ ವಿಧಿಸಲಾದ ಅತಿ ದೊಡ್ಡ ದಂಡವಾಗಿದೆ ಎಂದು ತಿಳಿಸಲಾಗಿದೆ.: [101, 508, 298, 541]
- divider-bottom: [96, 938, 848, 940]
- divider-top: [96, 674, 848, 676]
- lok-adalat-photo-art: [97, 989, 304, 1046]
- desha-videsha-item-headline: ಖೋಟಾನೋಟು ಚಲಾವಣೆ: ವಿದೇಶಿ ಪ್ರಜೆ ಬಂಧನ: [101, 233, 234, 243]
- paper-name: ಮೈಸೂರು ಮಿತ್ರ: [412, 89, 472, 103]
- desha-videsha-item-headline: ದಿಢೀರ್ ಆತಂಕ: 107 ಶಾಸಕರು ಬಿಜೆಪಿ ಸೇರ್ಪಡೆ?: [101, 145, 241, 155]
- person-silhouette-icon: [639, 351, 686, 398]
- bike-headline-1: ಬೈಕ್‍ಗಳ ಮುಖಾಮುಖಿ ಡಿಕ್ಕಿ:: [644, 303, 775, 319]
- narayanagowda-headline: ಶಾಸಕ ಕೆ.ಸಿ.ನಾರಾಯಣಗೌಡ ರಾಜೀನಾಮೆಗೆ ವಿರೋಧ: [642, 811, 803, 822]
- mla-body: ಪಿರಿಯಾಪಟ್ಟಣ, ಜು.13- ಪಟ್ಟಣದಲ್ಲಿ ನಿರ್ಮಾಣವಾಗುತ್ತಿರುವ ಬಸ್ ನಿಲ್ದಾಣ ಕಾಮಗಾರಿ ವಿಳಂಬವಾಗಿರುವುದನ್ನು ಕಂಡು ಶಾಸಕ ಕೆ.ಮಹದೇವ್ ಅಧಿಕಾರಿಗಳನ್ನು ತರಾಟೆಗೆ ತೆಗೆದುಕೊಂಡರು. ಕಾಮಗಾರಿ ಸ್ಥಳಕ್ಕೆ ಭೇಟಿ ನೀಡಿ ಪರಿಶೀಲನೆ ನಡೆಸಿದ ಅವರು, ನಿಗದಿತ ಅವಧಿಯಲ್ಲಿ ಕೆಲಸ ಪೂರ್ಣಗೊಳಿಸದಿದ್ದರೆ ಗುತ್ತಿಗೆದಾರರ ವಿರುದ್ಧ ಕ್ರಮ ಕೈಗೊಳ್ಳಲಾಗುವುದು ಎಂದು ಎಚ್ಚರಿಕೆ ನೀಡಿದರು. ಸಾರ್ವಜನಿಕರಿಗೆ ತೊಂದರೆಯಾಗುತ್ತಿದ್ದು, ಶೀಘ್ರವಾಗಿ ಕಾಮಗಾರಿ ಮುಗಿಸಬೇಕು ಎಂದು ಸೂಚಿಸಿದರು. ಹೊಸ ನಿಲ್ದಾಣದಲ್ಲಿ ಪ್ರಯಾಣಿಕರಿಗೆ ಕುಡಿಯುವ ನೀರು, ಶೌಚಾಲಯ ಹಾಗೂ ವಿಶ್ರಾಂತಿ ಕೊಠಡಿ ಸೇರಿದಂತೆ ಎಲ್ಲ ಮೂಲಸೌಕರ್ಯ ಕಲ್ಪಿಸಬೇಕು. ಗುಣಮಟ್ಟದಲ್ಲಿ ರಾಜಿ ಮಾಡಿಕೊಳ್ಳಬಾರದು ಎಂದು ಅವರು ತಿಳಿಸಿದರು. ಈ ಸಂದರ್ಭದಲ್ಲಿ ಪುರಸಭೆ ಅಧ್ಯಕ್ಷರು, ಸದಸ್ಯರು, ಲೋಕೋಪಯೋಗಿ ಇಲಾಖೆ ಎಂಜಿನಿಯರ್‍ಗಳು ಹಾಗೂ ಕಾರ್ಯಕರ್ತರು ಹಾಜರಿದ್ದರು. ನಂತರ ಪಟ್ಟಣದ ವಿವಿಧ ವಾರ್ಡ್‍ಗಳಿಗೆ ಭೇಟಿ ನೀಡಿ ಚರಂಡಿ ಹಾಗೂ ರಸ್ತೆ ಕಾಮಗಾರಿಗಳನ್ನು ಪರಿಶೀಲಿಸಿದರು. ರಾಜ್ಯದ ರಾಜಕೀಯ ಬೆಳವಣಿಗೆ ಕುರಿತು ಪ್ರತಿಕ್ರಿಯಿಸಿದ ಅವರು, ಸರ್ಕಾರ ಸುಭದ್ರವಾಗಿದ್ದು ಕ್ಷೇತ್ರದ ಅಭಿವೃದ್ಧಿಗೆ ಹೆಚ್ಚಿನ ಆದ್ಯತೆ ನೀಡಲಾಗುವುದು ಎಂದರು.: [309, 282, 631, 348]
- unknown-body-story: [630, 1158, 848, 1250]
- lions-story: [309, 400, 631, 670]
- person-silhouette-icon: [799, 351, 846, 398]
- unknown-body-body: ಮಂಡ್ಯ, ಜು.13- ನಗರದ ಹೊರವಲಯದ ನಾಲೆಯಲ್ಲಿ ಸುಮಾರು 40 ವರ್ಷ ವಯಸ್ಸಿನ ಅಪರಿಚಿತ ಮಹಿಳೆಯೊಬ್ಬರ ಶವ ಪತ್ತೆಯಾಗಿದೆ. ಸ್ಥಳೀಯರ ಮಾಹಿತಿ ಮೇರೆಗೆ ಸ್ಥಳಕ್ಕೆ ಆಗಮಿಸಿದ ಪೊಲೀಸರು ಶವವನ್ನು ಹೊರತೆಗೆದು ಮರಣೋತ್ತರ ಪರೀಕ್ಷೆಗಾಗಿ ಜಿಲ್ಲಾ ಆಸ್ಪತ್ರೆಗೆ ರವಾನಿಸಿದ್ದಾರೆ. ಮೃತರ ಗುರುತು ಪತ್ತೆಯಾಗಿಲ್ಲ. ವಾರಸುದಾರರು ಇದ್ದಲ್ಲಿ ಪೊಲೀಸ್ ಠಾಣೆಯನ್ನು ಸಂಪರ್ಕಿಸುವಂತೆ ಕೋರಲಾಗಿದೆ.: [630, 1172, 848, 1205]
- fasal-story: [96, 678, 636, 934]
- bike-headline-bar: [638, 300, 848, 344]
- kite-headline-bar: [310, 944, 848, 972]
- desha-videsha-item: [101, 145, 298, 230]
- desha-videsha-item: [101, 585, 298, 667]
- bike-victim-photo-2: [798, 350, 846, 398]
- page-number-badge: [96, 87, 150, 107]
